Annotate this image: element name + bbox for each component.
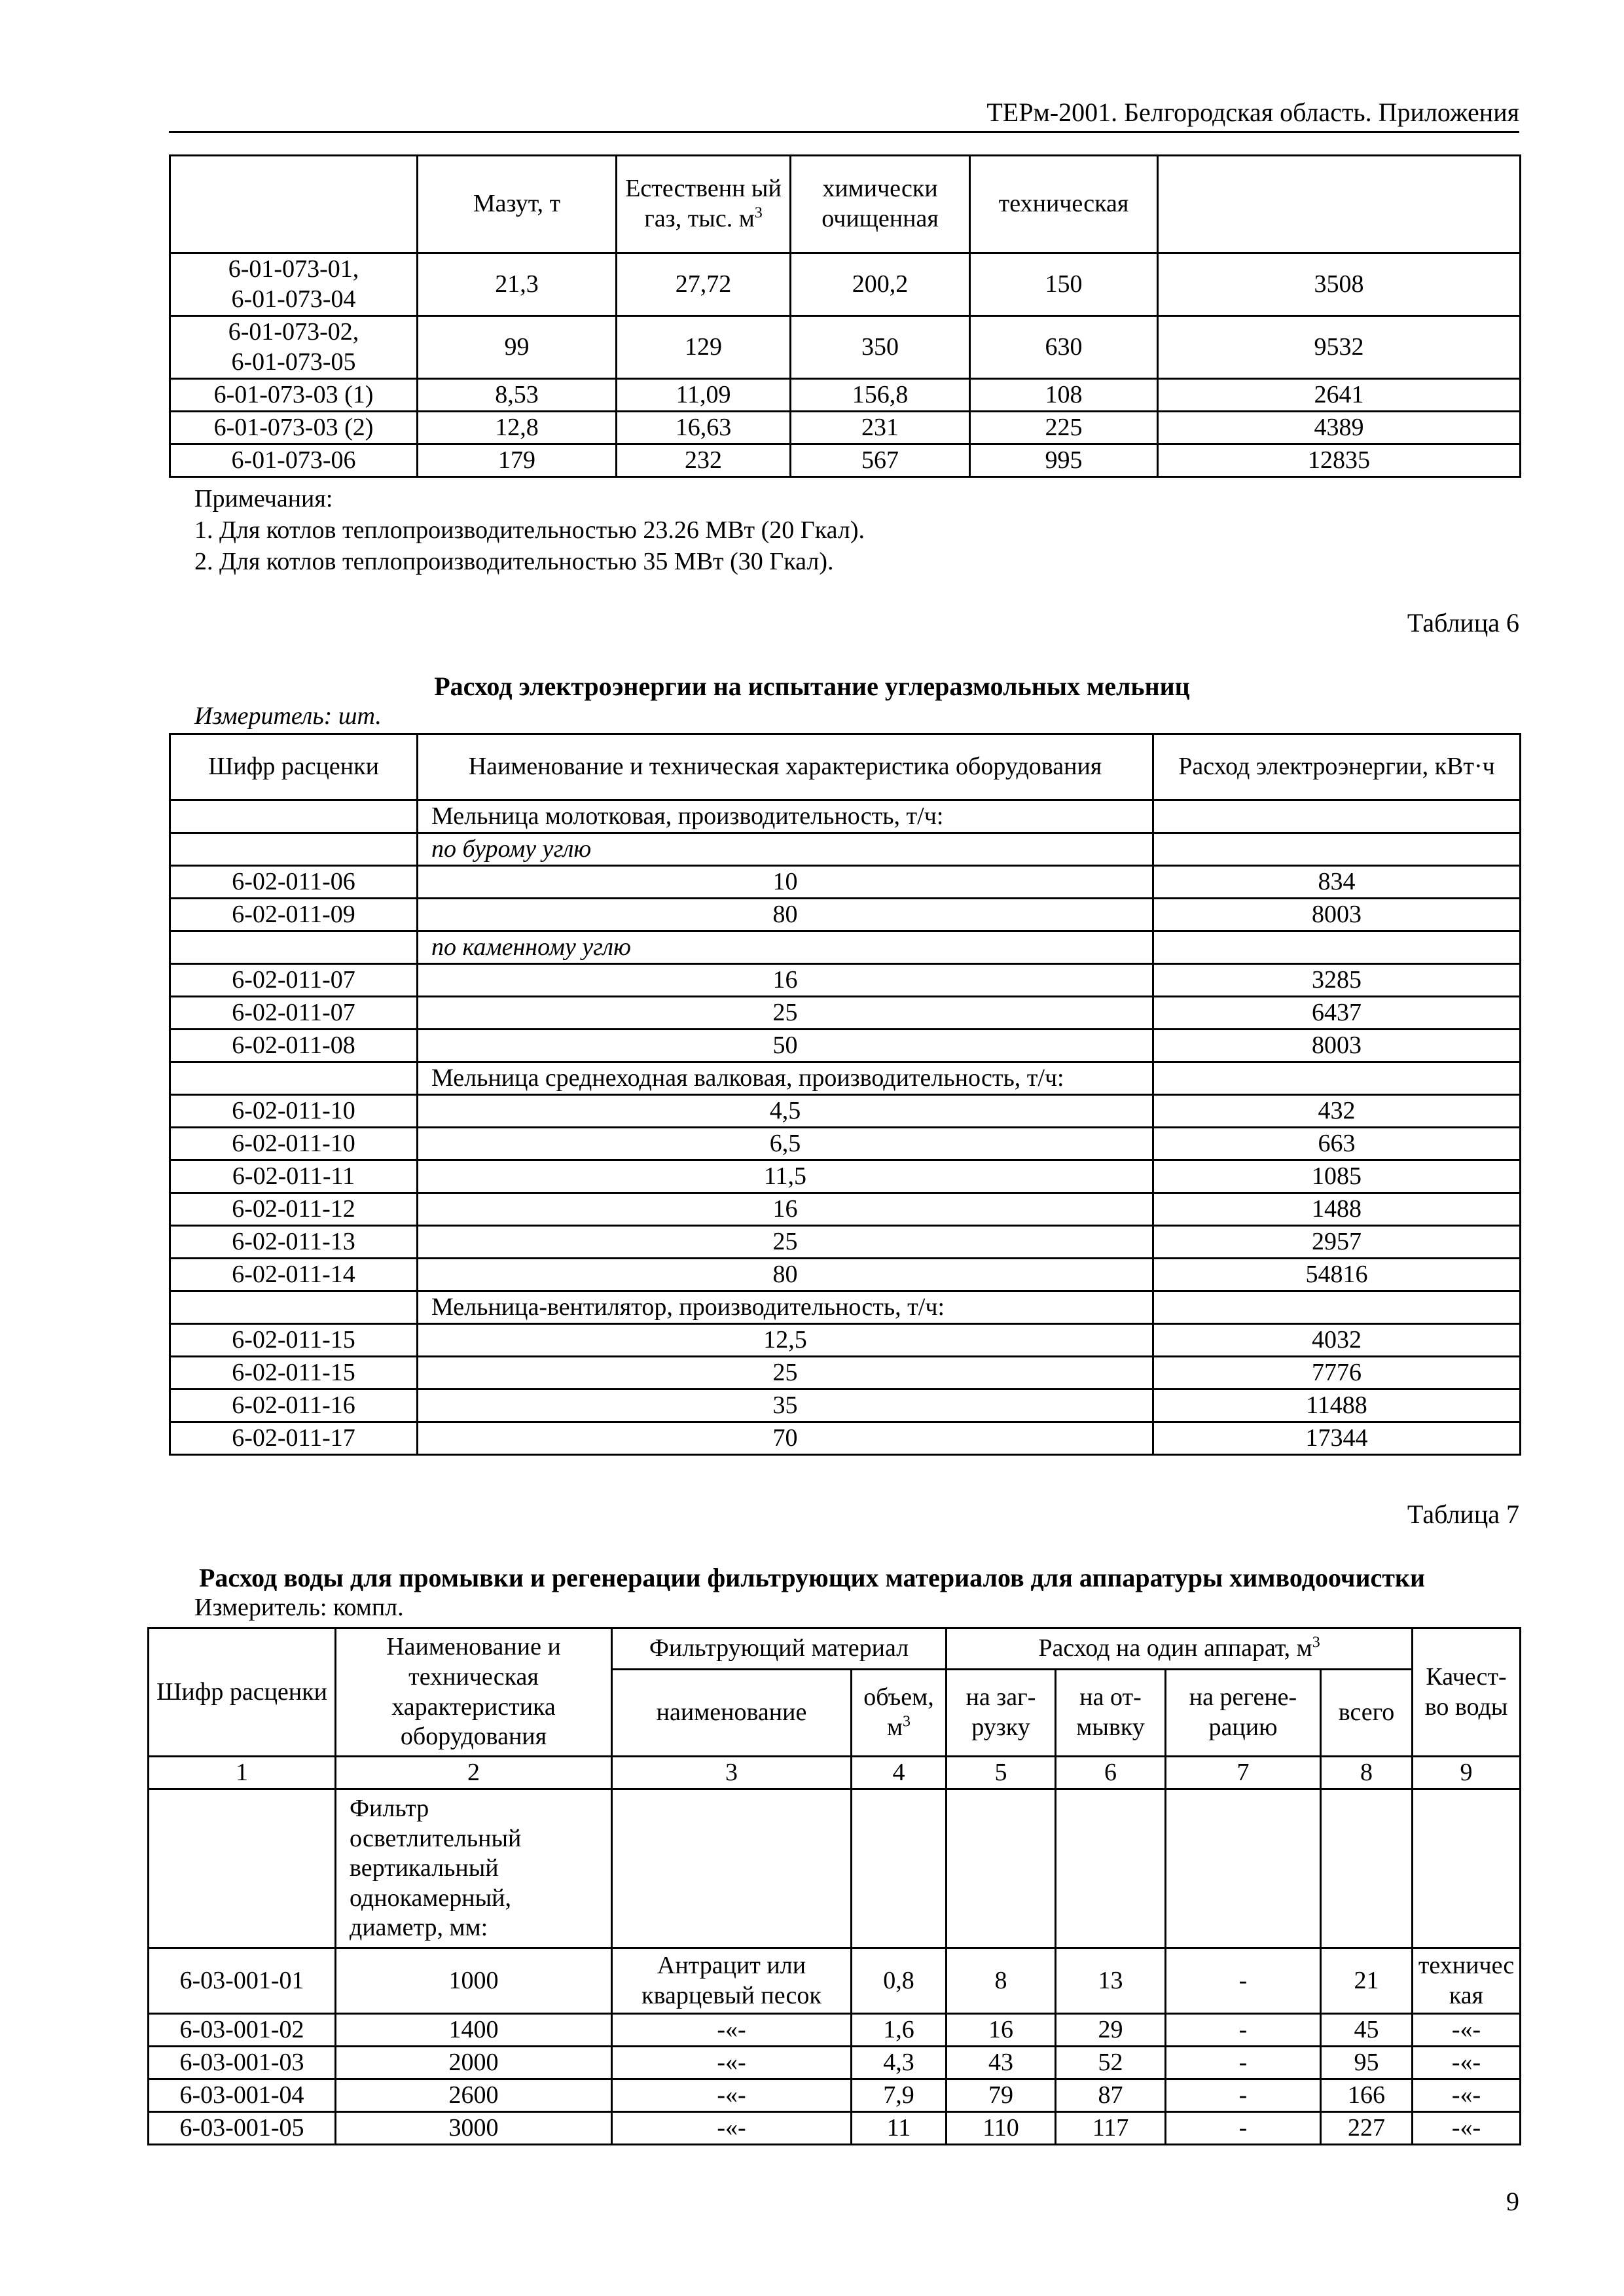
table-row — [170, 1324, 1521, 1357]
table-row — [170, 444, 1521, 477]
t7-header-volume-text: объем, м — [863, 1683, 934, 1741]
t7-col-number: 5 — [947, 1757, 1056, 1789]
t5-cell: 3508 — [1158, 253, 1521, 316]
t6-name-cell: Мельница среднеходная валковая, производительность, т/ч: — [418, 1062, 1153, 1095]
t7-cell: 4,3 — [852, 2047, 947, 2079]
table-6-body — [170, 800, 1521, 1455]
t6-value-cell: 1488 — [1153, 1193, 1521, 1226]
t6-code-cell: 6-02-011-17 — [170, 1422, 418, 1455]
t7-col-number: 6 — [1056, 1757, 1166, 1789]
t7-cell: 6-03-001-01 — [149, 1948, 336, 2014]
t6-name-cell: 35 — [418, 1390, 1153, 1422]
t7-header-wash: на от-мывку — [1056, 1670, 1166, 1757]
table-row — [170, 964, 1521, 997]
t7-cell: -«- — [612, 2079, 852, 2112]
table-6 — [169, 733, 1521, 1456]
t7-header-volume — [852, 1670, 947, 1757]
t6-name-cell: по бурому углю — [418, 833, 1153, 866]
table-row — [170, 997, 1521, 1030]
t6-value-cell — [1153, 1291, 1521, 1324]
t7-cell: 1,6 — [852, 2014, 947, 2047]
t6-value-cell: 11488 — [1153, 1390, 1521, 1422]
t7-header-total: всего — [1321, 1670, 1413, 1757]
t5-header-cell — [1158, 156, 1521, 253]
t7-cell: 227 — [1321, 2112, 1413, 2145]
t7-cell: техническая — [1413, 1948, 1521, 2014]
t6-value-cell: 1085 — [1153, 1160, 1521, 1193]
t5-cell: 150 — [970, 253, 1158, 316]
note-line: 1. Для котлов теплопроизводительностью 23.26 МВт (20 Гкал). — [194, 516, 865, 544]
t6-code-cell: 6-02-011-07 — [170, 997, 418, 1030]
t5-cell: 232 — [617, 444, 791, 477]
t6-code-cell: 6-02-011-16 — [170, 1390, 418, 1422]
t5-header-cell — [170, 156, 418, 253]
t6-code-cell — [170, 931, 418, 964]
t6-code-cell: 6-02-011-11 — [170, 1160, 418, 1193]
t6-code-cell: 6-02-011-12 — [170, 1193, 418, 1226]
t6-header-cell: Наименование и техническая характеристика оборудования — [418, 734, 1153, 800]
table-row — [149, 1948, 1521, 2014]
t7-cell: 166 — [1321, 2079, 1413, 2112]
t7-cell: 45 — [1321, 2014, 1413, 2047]
t7-header-material-name: наименование — [612, 1670, 852, 1757]
table-row — [170, 899, 1521, 931]
table-row — [170, 253, 1521, 316]
t7-header-filter: Фильтрующий материал — [612, 1628, 947, 1670]
t6-name-cell: Мельница молотковая, производительность, т/ч: — [418, 800, 1153, 833]
t6-code-cell: 6-02-011-15 — [170, 1357, 418, 1390]
t6-header-cell: Расход электроэнергии, кВт·ч — [1153, 734, 1521, 800]
table-6-header-row — [170, 734, 1521, 800]
t5-cell: 231 — [791, 412, 970, 444]
t6-value-cell: 4032 — [1153, 1324, 1521, 1357]
t5-cell: 630 — [970, 316, 1158, 379]
t7-cell — [612, 1789, 852, 1948]
t6-code-cell: 6-02-011-08 — [170, 1030, 418, 1062]
t5-cell: 99 — [418, 316, 617, 379]
t7-header-sup: 3 — [903, 1713, 911, 1731]
t6-value-cell: 663 — [1153, 1128, 1521, 1160]
table-row — [170, 412, 1521, 444]
t7-cell: 87 — [1056, 2079, 1166, 2112]
t7-header-consumption-text: Расход на один аппарат, м — [1038, 1634, 1312, 1662]
t7-cell — [1413, 1789, 1521, 1948]
t6-value-cell — [1153, 931, 1521, 964]
t6-name-cell: 50 — [418, 1030, 1153, 1062]
t7-cell: -«- — [1413, 2079, 1521, 2112]
table-row — [170, 833, 1521, 866]
t7-cell: 3000 — [336, 2112, 612, 2145]
t6-code-cell: 6-02-011-10 — [170, 1128, 418, 1160]
t6-value-cell: 54816 — [1153, 1259, 1521, 1291]
table-6-title: Расход электроэнергии на испытание углеразмольных мельниц — [434, 672, 1190, 701]
t5-code-line: 6-01-073-04 — [231, 285, 356, 313]
t7-cell: 16 — [947, 2014, 1056, 2047]
table-7-number: Таблица 7 — [1407, 1499, 1519, 1529]
t6-value-cell — [1153, 1062, 1521, 1095]
t7-cell: 6-03-001-04 — [149, 2079, 336, 2112]
t7-cell: 79 — [947, 2079, 1056, 2112]
t6-value-cell — [1153, 800, 1521, 833]
t5-header-cell — [617, 156, 791, 253]
t7-header-sup: 3 — [1312, 1634, 1320, 1651]
t7-cell: -«- — [612, 2014, 852, 2047]
table-row — [170, 866, 1521, 899]
table-row — [149, 2014, 1521, 2047]
t6-name-cell: 70 — [418, 1422, 1153, 1455]
t6-value-cell: 2957 — [1153, 1226, 1521, 1259]
t5-cell: 8,53 — [418, 379, 617, 412]
t7-header-code: Шифр расценки — [149, 1628, 336, 1757]
t7-col-number: 9 — [1413, 1757, 1521, 1789]
t7-cell: 2600 — [336, 2079, 612, 2112]
table-7-body — [149, 1948, 1521, 2145]
t7-header-load: на заг-рузку — [947, 1670, 1056, 1757]
table-row — [170, 1193, 1521, 1226]
t5-cell: 12835 — [1158, 444, 1521, 477]
t6-name-cell: 10 — [418, 866, 1153, 899]
t6-code-cell: 6-02-011-10 — [170, 1095, 418, 1128]
t7-cell: 52 — [1056, 2047, 1166, 2079]
t7-cell: - — [1166, 2047, 1321, 2079]
t5-header-text: Естественн ый газ, тыс. м — [625, 175, 782, 232]
t7-cell: 43 — [947, 2047, 1056, 2079]
t5-code-line: 6-01-073-02, — [228, 317, 359, 346]
t6-name-cell: 80 — [418, 899, 1153, 931]
t6-value-cell: 3285 — [1153, 964, 1521, 997]
t7-cell: -«- — [612, 2112, 852, 2145]
t5-cell: 21,3 — [418, 253, 617, 316]
t7-cell: - — [1166, 2079, 1321, 2112]
t5-cell: 27,72 — [617, 253, 791, 316]
page-number: 9 — [1506, 2187, 1519, 2216]
t7-cell: 6-03-001-05 — [149, 2112, 336, 2145]
t5-cell: 200,2 — [791, 253, 970, 316]
table-row — [170, 379, 1521, 412]
t7-cell: 8 — [947, 1948, 1056, 2014]
table-row — [170, 1128, 1521, 1160]
t7-cell: 29 — [1056, 2014, 1166, 2047]
t7-cell: 117 — [1056, 2112, 1166, 2145]
table-row — [170, 800, 1521, 833]
t7-cell: 95 — [1321, 2047, 1413, 2079]
t6-code-cell: 6-02-011-09 — [170, 899, 418, 931]
t6-code-cell — [170, 1062, 418, 1095]
t6-code-cell: 6-02-011-13 — [170, 1226, 418, 1259]
table-row — [170, 1160, 1521, 1193]
t5-cell: 350 — [791, 316, 970, 379]
t5-code-cell: 6-01-073-06 — [170, 444, 418, 477]
t5-cell: 2641 — [1158, 379, 1521, 412]
t6-name-cell: 25 — [418, 997, 1153, 1030]
t7-cell: -«- — [1413, 2112, 1521, 2145]
t6-value-cell: 432 — [1153, 1095, 1521, 1128]
table-6-number: Таблица 6 — [1407, 608, 1519, 637]
t6-code-cell — [170, 833, 418, 866]
t6-value-cell — [1153, 833, 1521, 866]
t6-name-cell: по каменному углю — [418, 931, 1153, 964]
t6-value-cell: 17344 — [1153, 1422, 1521, 1455]
t7-cell: Антрацит или кварцевый песок — [612, 1948, 852, 2014]
t7-col-number: 7 — [1166, 1757, 1321, 1789]
t7-group-label: Фильтр осветлительный вертикальный однокамерный, диаметр, мм: — [336, 1789, 612, 1948]
t5-cell: 225 — [970, 412, 1158, 444]
t7-header-consumption — [947, 1628, 1413, 1670]
table-row — [170, 1062, 1521, 1095]
t7-cell: 7,9 — [852, 2079, 947, 2112]
t5-cell: 129 — [617, 316, 791, 379]
t6-value-cell: 8003 — [1153, 899, 1521, 931]
table-7-unit: Измеритель: компл. — [194, 1594, 404, 1621]
notes-heading: Примечания: — [194, 485, 333, 512]
t6-code-cell — [170, 800, 418, 833]
t7-cell: 0,8 — [852, 1948, 947, 2014]
t6-code-cell — [170, 1291, 418, 1324]
t7-cell: - — [1166, 2014, 1321, 2047]
note-line: 2. Для котлов теплопроизводительностью 35 МВт (30 Гкал). — [194, 548, 834, 575]
t5-code-cell — [170, 316, 418, 379]
t5-header-sup: 3 — [754, 204, 763, 222]
t6-name-cell: 11,5 — [418, 1160, 1153, 1193]
table-row — [170, 1259, 1521, 1291]
table-row — [170, 1095, 1521, 1128]
table-7-column-numbers — [149, 1757, 1521, 1789]
t7-cell — [1321, 1789, 1413, 1948]
t7-cell: - — [1166, 2112, 1321, 2145]
table-5 — [169, 154, 1521, 478]
table-row — [170, 316, 1521, 379]
t6-value-cell: 8003 — [1153, 1030, 1521, 1062]
t7-col-number: 4 — [852, 1757, 947, 1789]
header-rule — [169, 131, 1519, 133]
t6-value-cell: 834 — [1153, 866, 1521, 899]
t7-cell — [149, 1789, 336, 1948]
t7-cell: 11 — [852, 2112, 947, 2145]
t7-col-number: 3 — [612, 1757, 852, 1789]
t5-code-cell: 6-01-073-03 (2) — [170, 412, 418, 444]
table-row — [170, 1030, 1521, 1062]
t6-name-cell: Мельница-вентилятор, производительность, т/ч: — [418, 1291, 1153, 1324]
t5-code-cell: 6-01-073-03 (1) — [170, 379, 418, 412]
table-7-title: Расход воды для промывки и регенерации фильтрующих материалов для аппаратуры химводоочистки — [198, 1563, 1426, 1592]
table-row — [170, 1226, 1521, 1259]
t7-col-number: 1 — [149, 1757, 336, 1789]
t5-cell: 567 — [791, 444, 970, 477]
t7-cell: 6-03-001-02 — [149, 2014, 336, 2047]
t6-code-cell: 6-02-011-14 — [170, 1259, 418, 1291]
t7-cell: -«- — [612, 2047, 852, 2079]
t7-cell: 1000 — [336, 1948, 612, 2014]
t5-code-cell — [170, 253, 418, 316]
t6-name-cell: 25 — [418, 1226, 1153, 1259]
table-6-unit: Измеритель: шт. — [194, 702, 382, 730]
t5-code-line: 6-01-073-01, — [228, 255, 359, 283]
t7-header-quality: Качест-во воды — [1413, 1628, 1521, 1757]
t7-cell: -«- — [1413, 2047, 1521, 2079]
t6-value-cell: 7776 — [1153, 1357, 1521, 1390]
t7-cell — [852, 1789, 947, 1948]
t6-name-cell: 4,5 — [418, 1095, 1153, 1128]
t7-cell: 6-03-001-03 — [149, 2047, 336, 2079]
t5-cell: 4389 — [1158, 412, 1521, 444]
page-header-title: ТЕРм-2001. Белгородская область. Приложения — [986, 98, 1519, 127]
t7-cell: 1400 — [336, 2014, 612, 2047]
t5-cell: 108 — [970, 379, 1158, 412]
t5-code-line: 6-01-073-05 — [231, 348, 356, 376]
table-5-header-row — [170, 156, 1521, 253]
t7-cell — [1166, 1789, 1321, 1948]
t7-cell: 2000 — [336, 2047, 612, 2079]
t7-cell: 13 — [1056, 1948, 1166, 2014]
t6-code-cell: 6-02-011-15 — [170, 1324, 418, 1357]
table-row — [149, 2079, 1521, 2112]
t6-value-cell: 6437 — [1153, 997, 1521, 1030]
table-row — [170, 1291, 1521, 1324]
t5-cell: 11,09 — [617, 379, 791, 412]
t6-name-cell: 80 — [418, 1259, 1153, 1291]
t5-cell: 995 — [970, 444, 1158, 477]
t5-cell: 156,8 — [791, 379, 970, 412]
t6-header-cell: Шифр расценки — [170, 734, 418, 800]
t7-cell: 21 — [1321, 1948, 1413, 2014]
table-7 — [147, 1627, 1521, 2145]
t5-header-cell: Мазут, т — [418, 156, 617, 253]
table-row — [149, 2112, 1521, 2145]
t5-header-cell: химически очищенная — [791, 156, 970, 253]
t6-code-cell: 6-02-011-06 — [170, 866, 418, 899]
t5-cell: 9532 — [1158, 316, 1521, 379]
table-row — [170, 931, 1521, 964]
t7-col-number: 2 — [336, 1757, 612, 1789]
t5-cell: 179 — [418, 444, 617, 477]
t6-name-cell: 6,5 — [418, 1128, 1153, 1160]
t6-name-cell: 16 — [418, 964, 1153, 997]
t7-cell — [947, 1789, 1056, 1948]
t7-cell: -«- — [1413, 2014, 1521, 2047]
t6-name-cell: 25 — [418, 1357, 1153, 1390]
t7-header-regen: на регене-рацию — [1166, 1670, 1321, 1757]
table-row — [149, 2047, 1521, 2079]
t7-col-number: 8 — [1321, 1757, 1413, 1789]
table-7-group-row — [149, 1789, 1521, 1948]
table-row — [170, 1357, 1521, 1390]
table-row — [170, 1390, 1521, 1422]
t6-name-cell: 16 — [418, 1193, 1153, 1226]
t5-cell: 16,63 — [617, 412, 791, 444]
t6-code-cell: 6-02-011-07 — [170, 964, 418, 997]
t6-name-cell: 12,5 — [418, 1324, 1153, 1357]
t7-header-name: Наименование и техническая характеристика оборудования — [336, 1628, 612, 1757]
t5-cell: 12,8 — [418, 412, 617, 444]
t7-cell — [1056, 1789, 1166, 1948]
t5-header-cell: техническая — [970, 156, 1158, 253]
table-row — [170, 1422, 1521, 1455]
t7-cell: - — [1166, 1948, 1321, 2014]
t7-cell: 110 — [947, 2112, 1056, 2145]
table-7-header-row — [149, 1628, 1521, 1670]
